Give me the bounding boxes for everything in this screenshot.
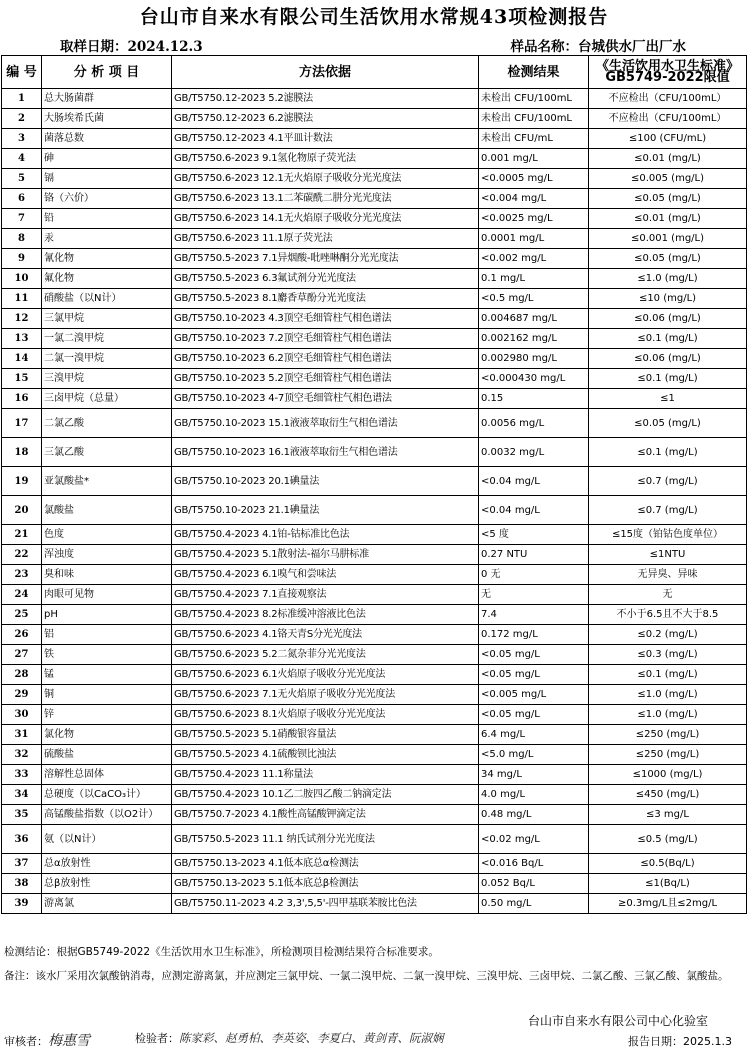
row-number: 12 [2, 309, 42, 329]
row-number: 31 [2, 725, 42, 745]
row-number: 21 [2, 525, 42, 545]
analysis-item: 总大肠菌群 [42, 89, 172, 109]
analysis-item: 镉 [42, 169, 172, 189]
header-standard-name: 《生活饮用水卫生标准》 [595, 59, 739, 74]
method-basis: GB/T5750.11-2023 4.2 3,3',5,5'-四甲基联苯胺比色法 [172, 894, 479, 914]
row-number: 6 [2, 189, 42, 209]
standard-limit: ≤0.1 (mg/L) [589, 665, 747, 685]
inspector-signatures: 陈家彩、赵勇柏、李英姿、李夏白、黄剑青、阮淑娴 [179, 1031, 444, 1045]
standard-limit: ≤1(Bq/L) [589, 874, 747, 894]
table-row [2, 229, 747, 249]
test-result: 4.0 mg/L [479, 785, 589, 805]
test-result: <0.002 mg/L [479, 249, 589, 269]
standard-limit: ≤0.7 (mg/L) [589, 467, 747, 496]
table-row [2, 785, 747, 805]
method-basis: GB/T5750.6-2023 8.1火焰原子吸收分光光度法 [172, 705, 479, 725]
standard-limit: ≤10 (mg/L) [589, 289, 747, 309]
analysis-item: 铝 [42, 625, 172, 645]
table-row [2, 329, 747, 349]
table-row [2, 685, 747, 705]
test-result: 0.172 mg/L [479, 625, 589, 645]
standard-limit: ≤0.7 (mg/L) [589, 496, 747, 525]
table-row [2, 525, 747, 545]
standard-limit: ≤0.1 (mg/L) [589, 369, 747, 389]
test-result: <5 度 [479, 525, 589, 545]
analysis-item: 大肠埃希氏菌 [42, 109, 172, 129]
analysis-item: 一氯二溴甲烷 [42, 329, 172, 349]
test-result: 0.1 mg/L [479, 269, 589, 289]
row-number: 33 [2, 765, 42, 785]
method-basis: GB/T5750.4-2023 6.1嗅气和尝味法 [172, 565, 479, 585]
method-basis: GB/T5750.12-2023 4.1平皿计数法 [172, 129, 479, 149]
table-row [2, 645, 747, 665]
sample-name: 样品名称：台城供水厂出厂水 [510, 39, 686, 55]
row-number: 5 [2, 169, 42, 189]
table-row [2, 149, 747, 169]
test-result: 0.0032 mg/L [479, 438, 589, 467]
method-basis: GB/T5750.6-2023 5.2二氮杂菲分光光度法 [172, 645, 479, 665]
header-result: 检测结果 [479, 56, 589, 89]
row-number: 38 [2, 874, 42, 894]
test-result: <0.04 mg/L [479, 496, 589, 525]
analysis-item: pH [42, 605, 172, 625]
row-number: 13 [2, 329, 42, 349]
table-row [2, 409, 747, 438]
method-basis: GB/T5750.10-2023 16.1液液萃取衍生气相色谱法 [172, 438, 479, 467]
standard-limit: ≤0.05 (mg/L) [589, 189, 747, 209]
standard-limit: ≤0.06 (mg/L) [589, 349, 747, 369]
table-row [2, 269, 747, 289]
method-basis: GB/T5750.10-2023 21.1碘量法 [172, 496, 479, 525]
row-number: 24 [2, 585, 42, 605]
standard-limit: 不应检出（CFU/100mL） [589, 89, 747, 109]
method-basis: GB/T5750.12-2023 6.2滤膜法 [172, 109, 479, 129]
standard-limit: ≤0.01 (mg/L) [589, 209, 747, 229]
analysis-item: 三溴甲烷 [42, 369, 172, 389]
test-result: 0.15 [479, 389, 589, 409]
standard-limit: ≤100 (CFU/mL) [589, 129, 747, 149]
table-row [2, 438, 747, 467]
standard-limit: ≤0.05 (mg/L) [589, 409, 747, 438]
analysis-item: 砷 [42, 149, 172, 169]
row-number: 35 [2, 805, 42, 825]
method-basis: GB/T5750.4-2023 4.1铂-钴标准比色法 [172, 525, 479, 545]
test-result: <0.016 Bq/L [479, 854, 589, 874]
method-basis: GB/T5750.6-2023 6.1火焰原子吸收分光光度法 [172, 665, 479, 685]
analysis-item: 游离氯 [42, 894, 172, 914]
table-row [2, 369, 747, 389]
analysis-item: 汞 [42, 229, 172, 249]
test-result: 未检出 CFU/100mL [479, 109, 589, 129]
analysis-item: 臭和味 [42, 565, 172, 585]
test-result: <5.0 mg/L [479, 745, 589, 765]
method-basis: GB/T5750.5-2023 6.3氟试剂分光光度法 [172, 269, 479, 289]
results-table [1, 55, 747, 914]
table-row [2, 389, 747, 409]
method-basis: GB/T5750.4-2023 7.1直接观察法 [172, 585, 479, 605]
analysis-item: 浑浊度 [42, 545, 172, 565]
analysis-item: 铜 [42, 685, 172, 705]
analysis-item: 氟化物 [42, 269, 172, 289]
table-row [2, 209, 747, 229]
row-number: 39 [2, 894, 42, 914]
method-basis: GB/T5750.7-2023 4.1酸性高锰酸钾滴定法 [172, 805, 479, 825]
auditor [4, 1030, 90, 1050]
row-number: 15 [2, 369, 42, 389]
method-basis: GB/T5750.10-2023 4.3顶空毛细管柱气相色谱法 [172, 309, 479, 329]
test-result: 7.4 [479, 605, 589, 625]
method-basis: GB/T5750.13-2023 4.1低本底总α检测法 [172, 854, 479, 874]
test-result: <0.0025 mg/L [479, 209, 589, 229]
conclusion: 检测结论：根据GB5749-2022《生活饮用水卫生标准》，所检测项目检测结果符合标准要求。 [4, 946, 439, 958]
analysis-item: 高锰酸盐指数（以O2计） [42, 805, 172, 825]
row-number: 17 [2, 409, 42, 438]
row-number: 7 [2, 209, 42, 229]
test-result: 0.001 mg/L [479, 149, 589, 169]
row-number: 25 [2, 605, 42, 625]
analysis-item: 肉眼可见物 [42, 585, 172, 605]
analysis-item: 氯化物 [42, 725, 172, 745]
standard-limit: ≤1NTU [589, 545, 747, 565]
table-row [2, 894, 747, 914]
table-row [2, 625, 747, 645]
test-result: 0.48 mg/L [479, 805, 589, 825]
method-basis: GB/T5750.5-2023 8.1麝香草酚分光光度法 [172, 289, 479, 309]
table-row [2, 585, 747, 605]
standard-limit: 不应检出（CFU/100mL） [589, 109, 747, 129]
method-basis: GB/T5750.13-2023 5.1低本底总β检测法 [172, 874, 479, 894]
standard-limit: ≤0.5 (mg/L) [589, 825, 747, 854]
test-result: 0.50 mg/L [479, 894, 589, 914]
row-number: 29 [2, 685, 42, 705]
standard-limit: ≤250 (mg/L) [589, 725, 747, 745]
method-basis: GB/T5750.12-2023 5.2滤膜法 [172, 89, 479, 109]
row-number: 3 [2, 129, 42, 149]
table-row [2, 874, 747, 894]
table-row [2, 825, 747, 854]
row-number: 37 [2, 854, 42, 874]
analysis-item: 氯酸盐 [42, 496, 172, 525]
test-result: 未检出 CFU/mL [479, 129, 589, 149]
table-row [2, 129, 747, 149]
standard-limit: ≤3 mg/L [589, 805, 747, 825]
test-result: 0.004687 mg/L [479, 309, 589, 329]
row-number: 18 [2, 438, 42, 467]
standard-limit: ≤0.005 (mg/L) [589, 169, 747, 189]
test-result: 6.4 mg/L [479, 725, 589, 745]
table-row [2, 496, 747, 525]
table-row [2, 565, 747, 585]
table-row [2, 545, 747, 565]
row-number: 28 [2, 665, 42, 685]
method-basis: GB/T5750.5-2023 5.1硝酸银容量法 [172, 725, 479, 745]
method-basis: GB/T5750.4-2023 8.2标准缓冲溶液比色法 [172, 605, 479, 625]
analysis-item: 总硬度（以CaCO₃计） [42, 785, 172, 805]
analysis-item: 铁 [42, 645, 172, 665]
header-item: 分 析 项 目 [42, 56, 172, 89]
table-row [2, 189, 747, 209]
analysis-item: 硝酸盐（以N计） [42, 289, 172, 309]
standard-limit: ≤250 (mg/L) [589, 745, 747, 765]
method-basis: GB/T5750.6-2023 13.1二苯碳酰二肼分光光度法 [172, 189, 479, 209]
standard-limit: ≤0.5(Bq/L) [589, 854, 747, 874]
table-row [2, 109, 747, 129]
standard-limit: 无 [589, 585, 747, 605]
method-basis: GB/T5750.6-2023 12.1无火焰原子吸收分光光度法 [172, 169, 479, 189]
table-row [2, 725, 747, 745]
test-result: 0 无 [479, 565, 589, 585]
test-result: <0.0005 mg/L [479, 169, 589, 189]
analysis-item: 二氯乙酸 [42, 409, 172, 438]
method-basis: GB/T5750.10-2023 20.1碘量法 [172, 467, 479, 496]
table-row [2, 249, 747, 269]
table-row [2, 467, 747, 496]
test-result: <0.04 mg/L [479, 467, 589, 496]
row-number: 36 [2, 825, 42, 854]
table-row [2, 289, 747, 309]
report-title: 台山市自来水有限公司生活饮用水常规43项检测报告 [139, 6, 609, 28]
test-result: 0.0001 mg/L [479, 229, 589, 249]
table-row [2, 765, 747, 785]
row-number: 27 [2, 645, 42, 665]
method-basis: GB/T5750.6-2023 11.1原子荧光法 [172, 229, 479, 249]
lab-name: 台山市自来水有限公司中心化验室 [527, 1014, 708, 1028]
row-number: 8 [2, 229, 42, 249]
test-result: 34 mg/L [479, 765, 589, 785]
analysis-item: 三卤甲烷（总量） [42, 389, 172, 409]
row-number: 22 [2, 545, 42, 565]
header-method: 方法依据 [172, 56, 479, 89]
analysis-item: 锰 [42, 665, 172, 685]
analysis-item: 氰化物 [42, 249, 172, 269]
header-no: 编 号 [2, 56, 42, 89]
standard-limit: ≥0.3mg/L且≤2mg/L [589, 894, 747, 914]
row-number: 4 [2, 149, 42, 169]
analysis-item: 铬（六价） [42, 189, 172, 209]
method-basis: GB/T5750.5-2023 11.1 纳氏试剂分光光度法 [172, 825, 479, 854]
inspector [135, 1030, 444, 1046]
method-basis: GB/T5750.6-2023 9.1氢化物原子荧光法 [172, 149, 479, 169]
standard-limit: ≤0.06 (mg/L) [589, 309, 747, 329]
test-result: <0.05 mg/L [479, 705, 589, 725]
table-row [2, 169, 747, 189]
analysis-item: 硫酸盐 [42, 745, 172, 765]
standard-limit: ≤0.1 (mg/L) [589, 329, 747, 349]
analysis-item: 二氯一溴甲烷 [42, 349, 172, 369]
test-result: <0.05 mg/L [479, 645, 589, 665]
method-basis: GB/T5750.10-2023 7.2顶空毛细管柱气相色谱法 [172, 329, 479, 349]
method-basis: GB/T5750.5-2023 4.1硫酸钡比浊法 [172, 745, 479, 765]
method-basis: GB/T5750.10-2023 5.2顶空毛细管柱气相色谱法 [172, 369, 479, 389]
standard-limit: ≤15度（铂钴色度单位） [589, 525, 747, 545]
analysis-item: 总α放射性 [42, 854, 172, 874]
header-standard [589, 56, 747, 89]
analysis-item: 三氯甲烷 [42, 309, 172, 329]
row-number: 2 [2, 109, 42, 129]
row-number: 20 [2, 496, 42, 525]
test-result: 无 [479, 585, 589, 605]
test-result: <0.000430 mg/L [479, 369, 589, 389]
standard-limit: ≤0.001 (mg/L) [589, 229, 747, 249]
standard-limit: ≤1000 (mg/L) [589, 765, 747, 785]
table-header-row [2, 56, 747, 89]
test-result: 0.052 Bq/L [479, 874, 589, 894]
standard-limit: 无异臭、异味 [589, 565, 747, 585]
analysis-item: 溶解性总固体 [42, 765, 172, 785]
method-basis: GB/T5750.10-2023 15.1液液萃取衍生气相色谱法 [172, 409, 479, 438]
test-result: 0.002980 mg/L [479, 349, 589, 369]
row-number: 23 [2, 565, 42, 585]
test-result: <0.05 mg/L [479, 665, 589, 685]
table-row [2, 745, 747, 765]
method-basis: GB/T5750.10-2023 4-7顶空毛细管柱气相色谱法 [172, 389, 479, 409]
remark: 备注：该水厂采用次氯酸钠消毒，应测定游离氯，并应测定三氯甲烷、一氯二溴甲烷、二氯一溴甲烷、三溴甲烷、三卤甲烷、二氯乙酸、三氯乙酸、氯酸盐。 [4, 970, 729, 982]
table-row [2, 854, 747, 874]
test-result: <0.004 mg/L [479, 189, 589, 209]
method-basis: GB/T5750.6-2023 14.1无火焰原子吸收分光光度法 [172, 209, 479, 229]
report-date: 报告日期：2025.1.3 [628, 1035, 732, 1048]
sampling-date: 取样日期：2024.12.3 [60, 39, 203, 55]
test-result: 0.0056 mg/L [479, 409, 589, 438]
method-basis: GB/T5750.6-2023 4.1铬天青S分光光度法 [172, 625, 479, 645]
standard-limit: ≤0.3 (mg/L) [589, 645, 747, 665]
test-result: 0.002162 mg/L [479, 329, 589, 349]
row-number: 32 [2, 745, 42, 765]
analysis-item: 铅 [42, 209, 172, 229]
standard-limit: ≤1.0 (mg/L) [589, 705, 747, 725]
row-number: 1 [2, 89, 42, 109]
method-basis: GB/T5750.10-2023 6.2顶空毛细管柱气相色谱法 [172, 349, 479, 369]
method-basis: GB/T5750.4-2023 5.1散射法-福尔马肼标准 [172, 545, 479, 565]
table-row [2, 705, 747, 725]
row-number: 14 [2, 349, 42, 369]
standard-limit: ≤450 (mg/L) [589, 785, 747, 805]
row-number: 30 [2, 705, 42, 725]
row-number: 26 [2, 625, 42, 645]
row-number: 10 [2, 269, 42, 289]
test-result: <0.005 mg/L [479, 685, 589, 705]
standard-limit: ≤0.05 (mg/L) [589, 249, 747, 269]
analysis-item: 氨（以N计） [42, 825, 172, 854]
standard-limit: 不小于6.5且不大于8.5 [589, 605, 747, 625]
auditor-signature: 梅惠雪 [48, 1033, 90, 1049]
method-basis: GB/T5750.5-2023 7.1异烟酸-吡唑啉酮分光光度法 [172, 249, 479, 269]
table-row [2, 309, 747, 329]
test-result: <0.02 mg/L [479, 825, 589, 854]
method-basis: GB/T5750.6-2023 7.1无火焰原子吸收分光光度法 [172, 685, 479, 705]
standard-limit: ≤1.0 (mg/L) [589, 269, 747, 289]
standard-limit: ≤0.2 (mg/L) [589, 625, 747, 645]
analysis-item: 色度 [42, 525, 172, 545]
analysis-item: 锌 [42, 705, 172, 725]
row-number: 16 [2, 389, 42, 409]
table-row [2, 349, 747, 369]
row-number: 11 [2, 289, 42, 309]
standard-limit: ≤0.1 (mg/L) [589, 438, 747, 467]
test-result: 0.27 NTU [479, 545, 589, 565]
analysis-item: 亚氯酸盐* [42, 467, 172, 496]
test-result: <0.5 mg/L [479, 289, 589, 309]
header-standard-limit: GB5749-2022限值 [605, 70, 730, 85]
auditor-label: 审核者： [4, 1035, 48, 1048]
standard-limit: ≤1 [589, 389, 747, 409]
analysis-item: 总β放射性 [42, 874, 172, 894]
test-result: 未检出 CFU/100mL [479, 89, 589, 109]
analysis-item: 三氯乙酸 [42, 438, 172, 467]
row-number: 19 [2, 467, 42, 496]
inspector-label: 检验者： [135, 1032, 179, 1045]
table-row [2, 665, 747, 685]
standard-limit: ≤0.01 (mg/L) [589, 149, 747, 169]
analysis-item: 菌落总数 [42, 129, 172, 149]
table-row [2, 805, 747, 825]
method-basis: GB/T5750.4-2023 11.1称量法 [172, 765, 479, 785]
row-number: 9 [2, 249, 42, 269]
table-row [2, 89, 747, 109]
table-row [2, 605, 747, 625]
standard-limit: ≤1.0 (mg/L) [589, 685, 747, 705]
method-basis: GB/T5750.4-2023 10.1乙二胺四乙酸二钠滴定法 [172, 785, 479, 805]
row-number: 34 [2, 785, 42, 805]
